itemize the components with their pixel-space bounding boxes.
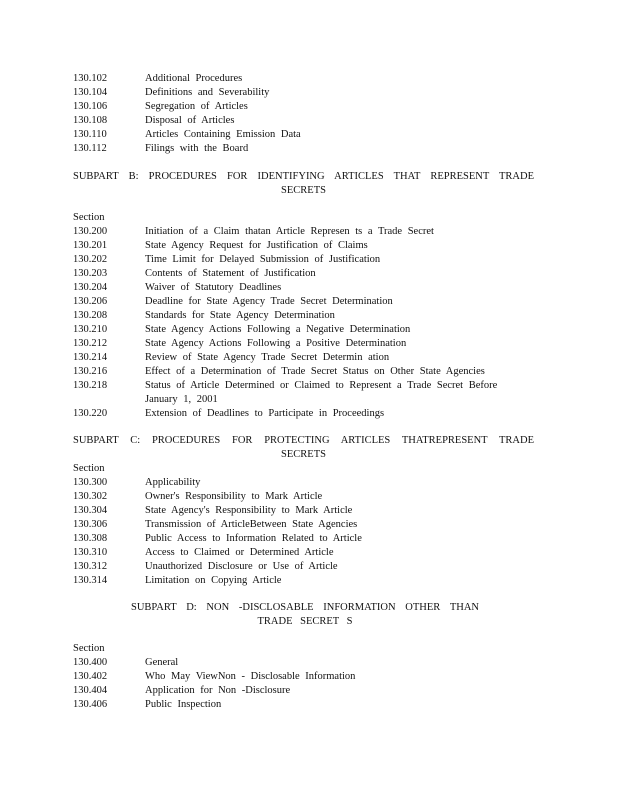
toc-row	[73, 239, 368, 253]
toc-row	[73, 407, 384, 421]
toc-row	[73, 476, 200, 490]
section-number: 130.202	[73, 254, 108, 265]
section-title: Standards for State Agency Determination	[145, 310, 335, 321]
section-number: 130.218	[73, 380, 108, 391]
section-title: Review of State Agency Trade Secret Determin ation	[145, 352, 390, 363]
section-number: 130.206	[73, 296, 108, 307]
section-title: Additional Procedures	[145, 73, 243, 84]
section-number: 130.200	[73, 226, 108, 237]
section-number: 130.302	[73, 491, 108, 502]
toc-row	[73, 225, 434, 239]
toc-row	[73, 518, 357, 532]
toc-row	[73, 504, 352, 518]
section-number: 130.208	[73, 310, 108, 321]
section-number: 130.220	[73, 408, 108, 419]
subpart-d-heading: SUBPART D: NON -DISCLOSABLE INFORMATION OTHER THAN	[131, 602, 479, 613]
subpart-c-heading-cont: SECRETS	[281, 449, 326, 460]
section-title: Public Access to Information Related to Article	[145, 533, 362, 544]
toc-row	[73, 574, 281, 588]
toc-row	[73, 295, 393, 309]
toc-row	[73, 100, 248, 114]
section-number: 130.308	[73, 533, 108, 544]
toc-row	[73, 114, 234, 128]
section-title: Contents of Statement of Justification	[145, 268, 316, 279]
toc-row	[73, 379, 497, 393]
section-number: 130.404	[73, 685, 108, 696]
subpart-c-heading: SUBPART C: PROCEDURES FOR PROTECTING ARTICLES THATREPRESENT TRADE	[73, 435, 534, 446]
toc-row	[73, 656, 178, 670]
toc-row	[73, 698, 221, 712]
toc-row	[73, 128, 301, 142]
section-title: Filings with the Board	[145, 143, 249, 154]
section-number: 130.306	[73, 519, 108, 530]
toc-row	[73, 337, 406, 351]
toc-row	[73, 684, 290, 698]
toc-row	[73, 490, 322, 504]
section-title: Effect of a Determination of Trade Secret Status on Other State Agencies	[145, 366, 485, 377]
section-title: Limitation on Copying Article	[145, 575, 282, 586]
section-title: State Agency Request for Justification of Claims	[145, 240, 368, 251]
section-number: 130.203	[73, 268, 108, 279]
section-title: Definitions and Severability	[145, 87, 270, 98]
section-number: 130.300	[73, 477, 108, 488]
subpart-b-heading-cont: SECRETS	[281, 185, 326, 196]
toc-row	[73, 546, 334, 560]
section-title: State Agency's Responsibility to Mark Article	[145, 505, 353, 516]
section-number: 130.402	[73, 671, 108, 682]
section-title: Disposal of Articles	[145, 115, 235, 126]
toc-row	[73, 532, 362, 546]
toc-row	[73, 253, 380, 267]
section-title: Unauthorized Disclosure or Use of Article	[145, 561, 338, 572]
section-number: 130.214	[73, 352, 108, 363]
subpart-b-heading: SUBPART B: PROCEDURES FOR IDENTIFYING ARTICLES THAT REPRESENT TRADE	[73, 171, 534, 182]
toc-row	[73, 309, 335, 323]
toc-row	[73, 323, 410, 337]
toc-row	[73, 86, 269, 100]
toc-row	[73, 72, 242, 86]
section-number: 130.400	[73, 657, 108, 668]
section-title: Segregation of Articles	[145, 101, 248, 112]
toc-row	[73, 281, 281, 295]
toc-row	[73, 142, 248, 156]
section-number: 130.314	[73, 575, 108, 586]
section-label: Section	[73, 643, 105, 654]
section-title: State Agency Actions Following a Positive Determination	[145, 338, 407, 349]
section-number: 130.106	[73, 101, 108, 112]
section-title: Owner's Responsibility to Mark Article	[145, 491, 323, 502]
section-number: 130.104	[73, 87, 108, 98]
section-title: Extension of Deadlines to Participate in Proceedings	[145, 408, 385, 419]
section-number: 130.310	[73, 547, 108, 558]
toc-row	[73, 267, 316, 281]
section-label: Section	[73, 463, 105, 474]
section-number: 130.102	[73, 73, 108, 84]
section-number: 130.110	[73, 129, 107, 140]
section-title: Who May ViewNon - Disclosable Information	[145, 671, 356, 682]
section-title: Access to Claimed or Determined Article	[145, 547, 334, 558]
section-title: General	[145, 657, 179, 668]
section-title: Articles Containing Emission Data	[145, 129, 301, 140]
section-label: Section	[73, 212, 105, 223]
section-title: Status of Article Determined or Claimed to Represent a Trade Secret Before	[145, 380, 498, 391]
subpart-d-heading-cont: TRADE SECRET S	[257, 616, 353, 627]
section-number: 130.108	[73, 115, 108, 126]
section-number: 130.312	[73, 561, 108, 572]
section-title: Application for Non -Disclosure	[145, 685, 291, 696]
toc-row	[73, 670, 355, 684]
section-title: Deadline for State Agency Trade Secret Determination	[145, 296, 393, 307]
toc-row	[73, 365, 485, 379]
section-title: State Agency Actions Following a Negative Determination	[145, 324, 411, 335]
section-number: 130.406	[73, 699, 108, 710]
section-number: 130.212	[73, 338, 108, 349]
section-title: Transmission of ArticleBetween State Agencies	[145, 519, 358, 530]
section-number: 130.210	[73, 324, 108, 335]
section-number: 130.201	[73, 240, 108, 251]
toc-row	[73, 560, 338, 574]
section-title: Time Limit for Delayed Submission of Justification	[145, 254, 381, 265]
section-number: 130.204	[73, 282, 108, 293]
toc-row	[73, 351, 389, 365]
section-number: 130.112	[73, 143, 107, 154]
section-title-continuation: January 1, 2001	[145, 394, 218, 405]
section-title: Initiation of a Claim thatan Article Represen ts a Trade Secret	[145, 226, 434, 237]
section-title: Applicability	[145, 477, 201, 488]
section-number: 130.304	[73, 505, 108, 516]
section-title: Waiver of Statutory Deadlines	[145, 282, 282, 293]
section-number: 130.216	[73, 366, 108, 377]
section-title: Public Inspection	[145, 699, 222, 710]
